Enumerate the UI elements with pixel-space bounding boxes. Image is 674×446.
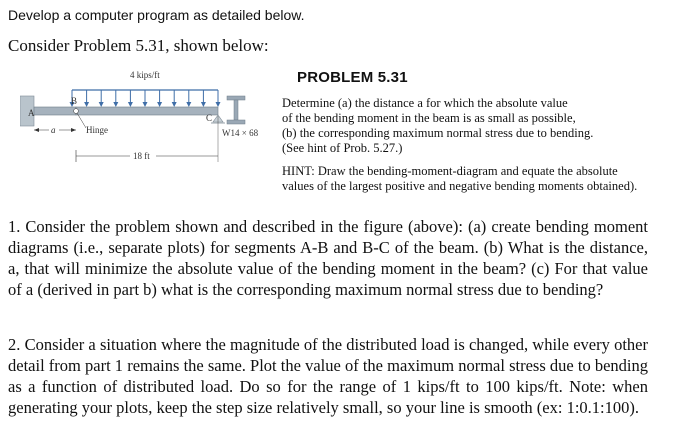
load-arrow-head [99,102,104,107]
beam-segment-ab [34,107,76,115]
load-arrow-head [113,102,118,107]
load-arrow-head [216,102,221,107]
load-arrow-head [186,102,191,107]
hint-line: values of the largest positive and negative bending moments obtained). [282,179,638,193]
problem-title: PROBLEM 5.31 [297,69,408,86]
problem-figure [20,64,660,204]
beam-segment-bc [76,107,218,115]
section-label: W14 × 68 [222,128,259,138]
load-arrow-head [157,102,162,107]
load-arrow-head [128,102,133,107]
question-1: 1. Consider the problem shown and described in the figure (above): (a) create bending moment diagrams (i.e., separate plots) for segments A-B and B-C of the beam. (b) What is the distance, a, that will minimize the absolute value of the bending moment in the beam? (c) For that value of a (derived in part b) what is the corresponding maximum normal stress due to bending? [8,217,648,299]
dim-a-arrow-left [34,128,39,132]
intro-text: Develop a computer program as detailed below. [8,7,305,23]
hinge-label: Hinge [86,125,108,135]
load-arrow-head [143,102,148,107]
problem-line: (b) the corresponding maximum normal stress due to bending. [282,126,594,140]
dim-a-arrow-right [71,128,76,132]
problem-hint [282,164,666,194]
load-arrows [70,90,221,107]
consider-text: Consider Problem 5.31, shown below: [8,36,269,55]
problem-line: Determine (a) the distance a for which the absolute value [282,96,568,110]
beam-diagram [20,64,280,204]
label-c: C [206,113,213,123]
dim-a-label: a [51,125,56,135]
hint-line: HINT: Draw the bending-moment-diagram and equate the absolute [282,164,618,178]
load-arrow-head [84,102,89,107]
w-section-icon [227,96,245,124]
question-2: 2. Consider a situation where the magnitude of the distributed load is changed, while every other detail from part 1 remains the same. Plot the value of the maximum normal stress due to bending as a function of distributed load. Do so for the range of 1 kips/ft to 100 kips/ft. Note: when generating your plots, keep the step size relatively small, so your line is smooth (ex: 1:0.1:100). [8,335,648,417]
label-a: A [28,108,35,118]
label-b: B [71,96,78,106]
load-arrow-head [201,102,206,107]
problem-statement [282,96,666,156]
hinge-marker [74,109,79,114]
load-arrow-head [172,102,177,107]
problem-line: (See hint of Prob. 5.27.) [282,141,403,155]
load-label: 4 kips/ft [130,70,160,80]
span-label: 18 ft [133,151,150,161]
problem-line: of the bending moment in the beam is as small as possible, [282,111,576,125]
